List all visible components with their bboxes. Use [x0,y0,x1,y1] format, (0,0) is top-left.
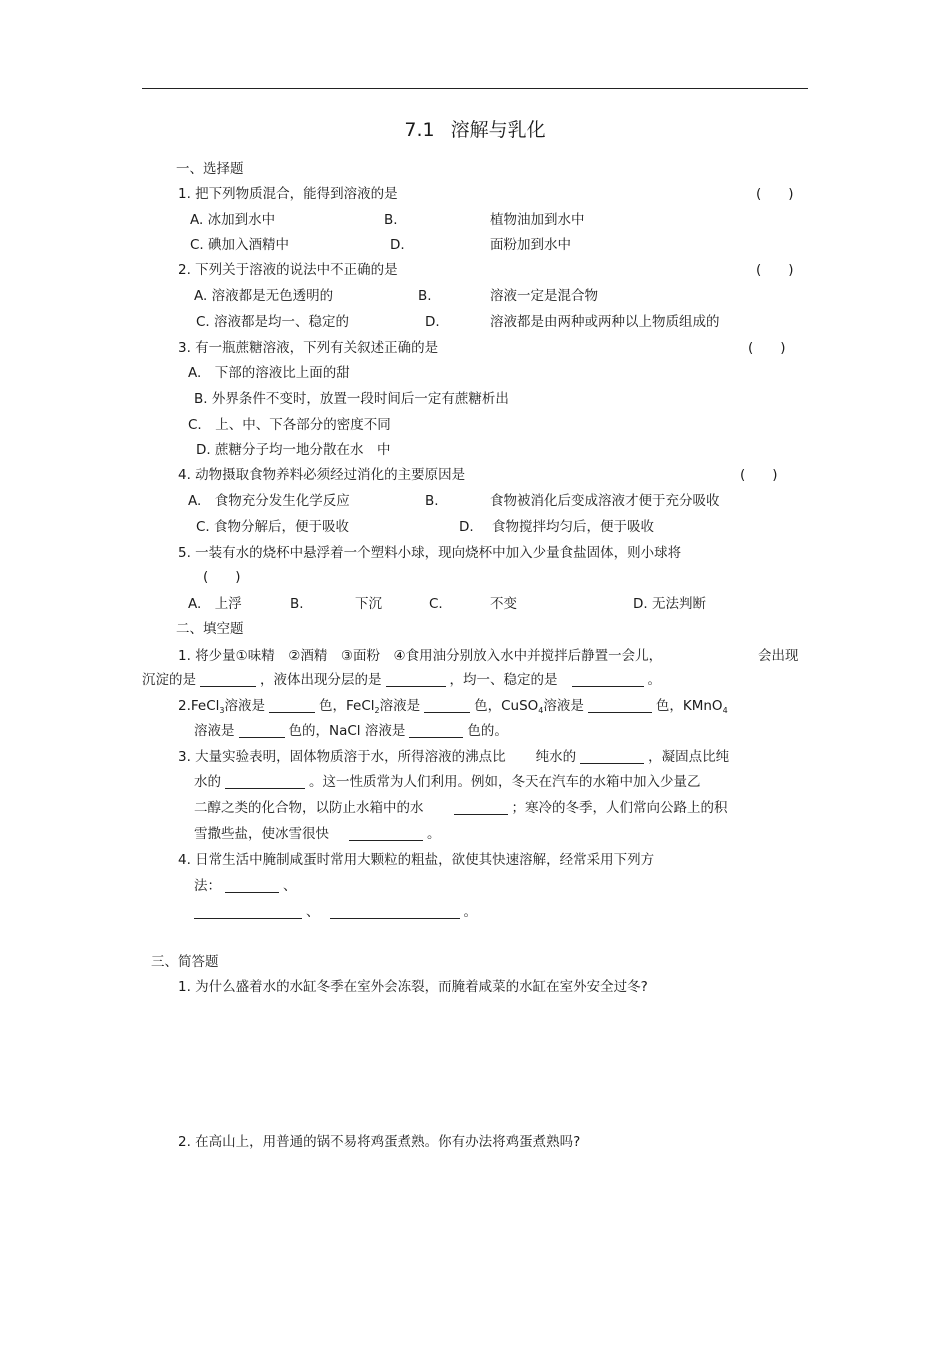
mc-q4-answer-paren: ( ) [740,467,778,483]
section-heading-fill: 二、填空题 [176,621,244,637]
mc-q1-answer-paren: ( ) [756,186,794,202]
mc-q4-option-b-letter: B. [425,493,439,509]
mc-q1-stem: 1. 把下列物质混合，能得到溶液的是 [178,186,398,202]
fill-q3-line1: 3. 大量实验表明，固体物质溶于水，所得溶液的沸点比 纯水的 ，凝固点比纯 [178,749,730,765]
mc-q5-option-b-letter: B. [290,596,304,612]
fill-q1-line2: 沉淀的是 ，液体出现分层的是 ，均一、稳定的是 。 [142,672,661,688]
fill-q2-blank-2[interactable] [424,698,470,713]
mc-q1-option-b-letter: B. [384,212,398,228]
mc-q4-option-d-letter: D. [459,519,474,535]
fill-q1-line1: 1. 将少量①味精 ②酒精 ③面粉 ④食用油分别放入水中并搅拌后静置一会儿， [178,648,663,664]
mc-q5-answer-paren: ( ) [203,569,241,585]
fill-q4-blank-3[interactable] [330,904,460,919]
mc-q3-stem: 3. 有一瓶蔗糖溶液，下列有关叙述正确的是 [178,340,439,356]
fill-q3-blank-4[interactable] [349,826,423,841]
mc-q3-option-a: A. 下部的溶液比上面的甜 [188,365,350,381]
mc-q5-option-a: A. 上浮 [188,596,242,612]
section-heading-short: 三、简答题 [151,954,219,970]
mc-q2-answer-paren: ( ) [756,262,794,278]
mc-q1-option-b: 植物油加到水中 [490,212,585,228]
mc-q4-option-a: A. 食物充分发生化学反应 [188,493,350,509]
mc-q4-option-d: 食物搅拌均匀后，便于吸收 [492,519,654,535]
mc-q1-option-a: A. 冰加到水中 [190,212,276,228]
mc-q2-option-b-letter: B. [418,288,432,304]
fill-q2-blank-1[interactable] [269,698,315,713]
section-heading-choice: 一、选择题 [176,161,244,177]
fill-q1-blank-3[interactable] [572,672,644,687]
mc-q5-option-d: D. 无法判断 [633,596,706,612]
mc-q2-option-d: 溶液都是由两种或两种以上物质组成的 [490,314,720,330]
short-q2: 2. 在高山上，用普通的锅不易将鸡蛋煮熟。你有办法将鸡蛋煮熟吗? [178,1134,581,1150]
fill-q4-blank-1[interactable] [225,878,279,893]
mc-q5-option-c: 不变 [490,596,517,612]
fill-q4-line2: 法： 、 [194,878,297,894]
mc-q5-stem: 5. 一装有水的烧杯中悬浮着一个塑料小球，现向烧杯中加入少量食盐固体，则小球将 [178,545,682,561]
mc-q1-option-c: C. 碘加入酒精中 [190,237,290,253]
title-text: 溶解与乳化 [450,119,546,141]
fill-q4-line1: 4. 日常生活中腌制咸蛋时常用大颗粒的粗盐，欲使其快速溶解，经常采用下列方 [178,852,655,868]
mc-q2-option-a: A. 溶液都是无色透明的 [194,288,334,304]
mc-q4-option-b: 食物被消化后变成溶液才便于充分吸收 [490,493,720,509]
fill-q3-blank-1[interactable] [580,749,644,764]
fill-q3-blank-3[interactable] [454,800,508,815]
fill-q1-line1-end: 会出现 [758,648,799,664]
title-number: 7.1 [404,119,435,141]
mc-q2-stem: 2. 下列关于溶液的说法中不正确的是 [178,262,398,278]
fill-q3-blank-2[interactable] [225,774,305,789]
mc-q3-option-c: C. 上、中、下各部分的密度不同 [188,417,391,433]
fill-q2-blank-5[interactable] [409,723,463,738]
short-q1: 1. 为什么盛着水的水缸冬季在室外会冻裂，而腌着咸菜的水缸在室外安全过冬? [178,979,648,995]
page-title [0,118,950,142]
fill-q4-blank-2[interactable] [194,904,302,919]
mc-q5-option-c-letter: C. [429,596,443,612]
mc-q3-option-b: B. 外界条件不变时，放置一段时间后一定有蔗糖析出 [194,391,509,407]
fill-q2-line2: 溶液是 色的，NaCl 溶液是 色的。 [194,723,508,739]
mc-q2-option-c: C. 溶液都是均一、稳定的 [196,314,350,330]
fill-q2-blank-3[interactable] [588,698,652,713]
mc-q3-option-d: D. 蔗糖分子均一地分散在水 中 [196,442,391,458]
fill-q3-line3: 二醇之类的化合物，以防止水箱中的水 ；寒冷的冬季，人们常向公路上的积 [194,800,728,816]
fill-q3-line4: 雪撒些盐，使冰雪很快 。 [194,826,441,842]
fill-q4-line3: 、 。 [194,903,477,921]
mc-q2-option-b: 溶液一定是混合物 [490,288,598,304]
fill-q1-blank-2[interactable] [386,672,446,687]
mc-q3-answer-paren: ( ) [748,340,786,356]
mc-q2-option-d-letter: D. [425,314,440,330]
mc-q4-stem: 4. 动物摄取食物养料必须经过消化的主要原因是 [178,467,466,483]
fill-q2-blank-4[interactable] [239,723,285,738]
header-rule [142,88,808,89]
mc-q1-option-d: 面粉加到水中 [490,237,571,253]
mc-q4-option-c: C. 食物分解后，便于吸收 [196,519,350,535]
fill-q1-blank-1[interactable] [200,672,256,687]
mc-q1-option-d-letter: D. [390,237,405,253]
fill-q3-line2: 水的 。这一性质常为人们利用。例如，冬天在汽车的水箱中加入少量乙 [194,774,701,790]
fill-q2-line1: 2.FeCl$_3$溶液是 色，FeCl$_2$溶液是 色，CuSO$_4$溶液是 色，KMnO$_4$ [178,698,728,715]
mc-q5-option-b: 下沉 [355,596,382,612]
